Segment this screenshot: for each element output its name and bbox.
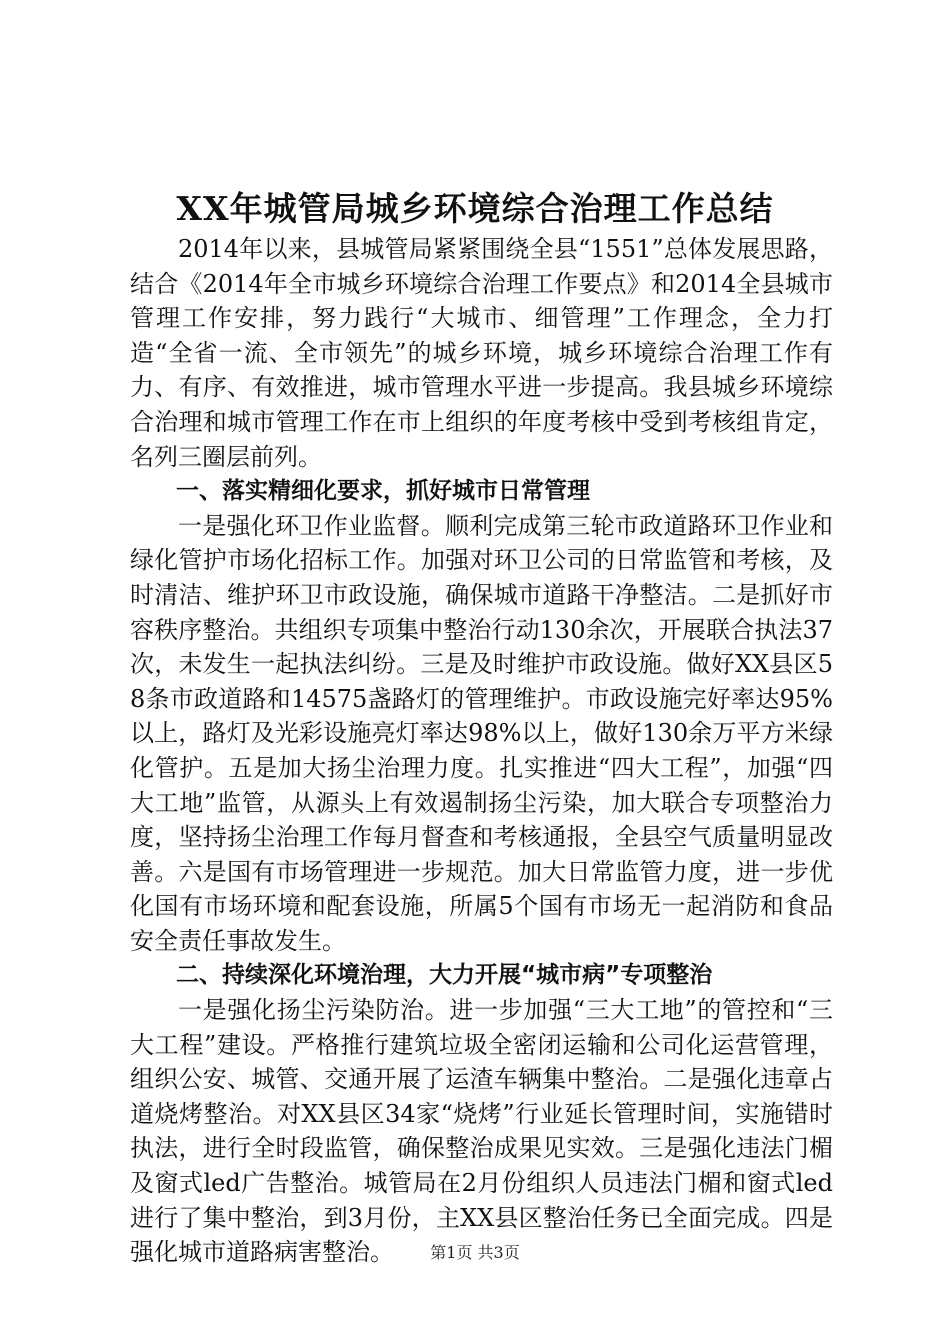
document-body <box>130 232 833 1270</box>
document-title: XX年城管局城乡环境综合治理工作总结 <box>176 189 774 228</box>
section-heading-2: 二、持续深化环境治理，大力开展“城市病”专项整治 <box>176 962 713 989</box>
page-footer: 第1页 共3页 <box>430 1243 520 1262</box>
section-2-paragraph: 一是强化扬尘污染防治。进一步加强“三大工地”的管控和“三大工程”建设。严格推行建筑垃圾全密闭运输和公司化运营管理，组织公安、城管、交通开展了运渣车辆集中整治。二是强化违章占道烧烤整治。对XX县区34家“烧烤”行业延长管理时间，实施错时执法，进行全时段监管，确保整治成果见实效。三是强化违法门楣及窗式led广告整治。城管局在2月份组织人员违法门楣和窗式led进行了集中整治，到3月份，主XX县区整治任务已全面完成。四是强化城市道路病害整治。 <box>130 996 833 1267</box>
section-heading-1: 一、落实精细化要求，抓好城市日常管理 <box>176 478 590 505</box>
section-1-paragraph: 一是强化环卫作业监督。顺利完成第三轮市政道路环卫作业和绿化管护市场化招标工作。加强对环卫公司的日常监管和考核，及时清洁、维护环卫市政设施，确保城市道路干净整洁。二是抓好市容秩序整治。共组织专项集中整治行动130余次，开展联合执法37次，未发生一起执法纠纷。三是及时维护市政设施。做好XX县区58条市政道路和14575盏路灯的管理维护。市政设施完好率达95%以上，路灯及光彩设施亮灯率达98%以上，做好130余万平方米绿化管护。五是加大扬尘治理力度。扎实推进“四大工程”，加强“四大工地”监管，从源头上有效遏制扬尘污染，加大联合专项整治力度，坚持扬尘治理工作每月督查和考核通报，全县空气质量明显改善。六是国有市场管理进一步规范。加大日常监管力度，进一步优化国有市场环境和配套设施，所属5个国有市场无一起消防和食品安全责任事故发生。 <box>130 511 833 955</box>
intro-paragraph: 2014年以来，县城管局紧紧围绕全县“1551”总体发展思路，结合《2014年全市城乡环境综合治理工作要点》和2014全县城市管理工作安排，努力践行“大城市、细管理”工作理念，全力打造“全省一流、全市领先”的城乡环境，城乡环境综合治理工作有力、有序、有效推进，城市管理水平进一步提高。我县城乡环境综合治理和城市管理工作在市上组织的年度考核中受到考核组肯定，名列三圈层前列。 <box>130 235 833 471</box>
